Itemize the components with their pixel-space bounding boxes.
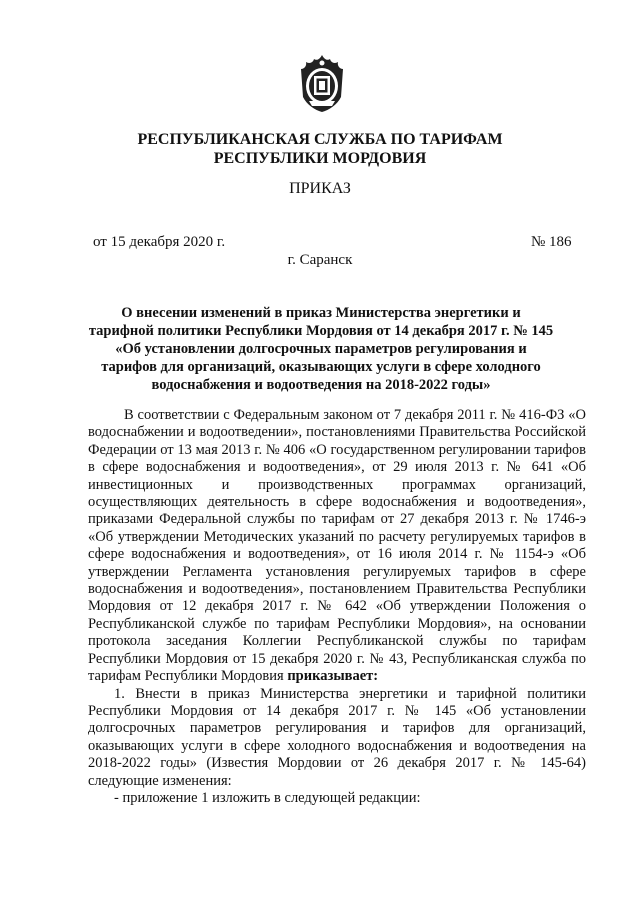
preamble-paragraph [88,407,586,686]
organization-line-2: РЕСПУБЛИКИ МОРДОВИЯ [213,150,427,167]
organization-name [0,130,640,168]
coat-of-arms-emblem [297,53,347,113]
document-type: ПРИКАЗ [289,180,351,197]
document-date: от 15 декабря 2020 г. [93,234,226,250]
sub-item-paragraph: - приложение 1 изложить в следующей редакции: [114,789,421,806]
item-1-paragraph: 1. Внести в приказ Министерства энергетики и тарифной политики Республики Мордовия от 14 декабря 2017 г. № 145 «Об установлении долгосрочных параметров регулирования и тарифов для организаций, оказывающих услуги в сфере холодного водоснабжения и водоотведения на 2018-2022 годы» (Известия Мордовии от 26 декабря 2017 г. № 145-64) следующие изменения: [88,685,586,789]
preamble-text: В соответствии с Федеральным законом от 7 декабря 2011 г. № 416-ФЗ «О водоснабжении и водоотведении», постановлениями Правительства Российской Федерации от 13 мая 2013 г. № 406 «О государственном регулировании тарифов в сфере водоснабжения и водоотведения», от 29 июля 2013 г. № 641 «Об инвестиционных и производственных программах организаций, осуществляющих деятельность в сфере водоснабжения и водоотведения», приказами Федеральной службы по тарифам от 27 декабря 2013 г. № 1746-э «Об утверждении Методических указаний по расчету регулируемых тарифов в сфере водоснабжения и водоотведения», от 16 июля 2014 г. № 1154-э «Об утверждении Регламента установления регулируемых тарифов в сфере водоснабжения и водоотведения», постановлением Правительства Республики Мордовия от 12 декабря 2017 г. № 642 «Об утверждении Положения о Республиканской службе по тарифам Республики Мордовия», на основании протокола заседания Коллегии Республиканской службы по тарифам Республики Мордовия от 15 декабря 2020 г. № 43, Республиканская служба по тарифам Республики Мордовия [88,407,586,685]
document-number: № 186 [531,234,572,250]
document-body [88,407,586,807]
organization-line-1: РЕСПУБЛИКАНСКАЯ СЛУЖБА ПО ТАРИФАМ [137,131,503,148]
document-title: О внесении изменений в приказ Министерства энергетики и тарифной политики Республики Мордовия от 14 декабря 2017 г. № 145 «Об установлении долгосрочных параметров регулирования и тарифов для организаций, оказывающих услуги в сфере холодного водоснабжения и водоотведения на 2018-2022 годы» [88,305,554,393]
document-city: г. Саранск [287,252,353,268]
orders-keyword: приказывает: [287,668,379,685]
